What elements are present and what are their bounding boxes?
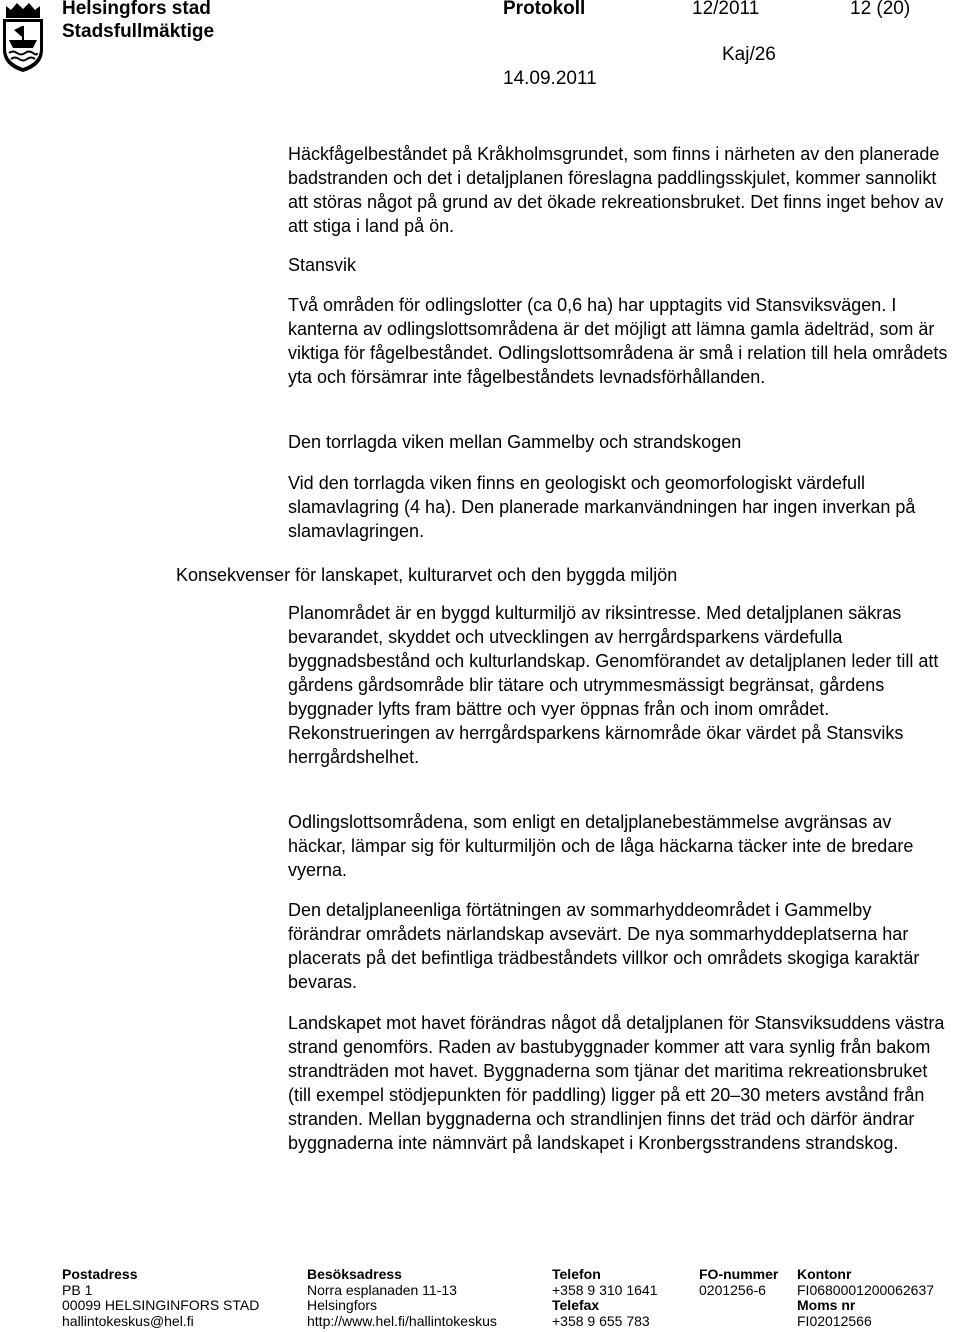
footer-fo-nummer-value: 0201256-6 <box>699 1281 766 1298</box>
footer-moms-value: FI02012566 <box>797 1312 872 1329</box>
footer-telefon-value: +358 9 310 1641 <box>552 1281 658 1298</box>
footer-kontonr-value: FI0680001200062637 <box>797 1281 935 1298</box>
footer-telefax-label: Telefax <box>552 1297 600 1313</box>
footer-website-link[interactable]: http://www.hel.fi/hallintokeskus <box>307 1312 497 1329</box>
footer-fo-nummer <box>699 1267 778 1298</box>
item-reference: Kaj/26 <box>722 44 776 65</box>
meeting-date: 14.09.2011 <box>503 68 597 89</box>
paragraph-sommarhyddor: Den detaljplaneenliga förtätningen av sommarhyddeområdet i Gammelby förändrar områdets närlandskap avsevärt. De nya sommarhyddeplatserna har placerats på det befintliga trädbeståndets villkor och områdets skogiga karaktär bevaras. <box>288 900 920 992</box>
document-number: 12/2011 <box>692 0 760 19</box>
org-unit: Stadsfullmäktige <box>62 21 215 42</box>
helsinki-coat-of-arms-icon <box>0 0 46 74</box>
paragraph-odlingslotter: Två områden för odlingslotter (ca 0,6 ha) har upptagits vid Stansviksvägen. I kanterna av odlingslottsområdena är det möjligt att lämna gamla ädelträd, som är viktiga för fågelbeståndet. Odlingslottsområdena är små i relation till hela områdets yta och försämrar inte fågelbeståndets levnadsförhållanden. <box>288 295 948 387</box>
document-type: Protokoll <box>503 0 586 19</box>
paragraph-landskapet-mot-havet: Landskapet mot havet förändras något då detaljplanen för Stansviksuddens västra strand genomförs. Raden av bastubyggnader kommer att vara synlig från bakom strandträden mot havet. Byggnaderna som tjänar det maritima rekreationsbruket (till exempel stödjepunkten för paddling) ligger på ett 20–30 meters avstånd från stranden. Mellan byggnaderna och strandlinjen finns det träd och därför ändrar byggnaderna inte nämnvärt på landskapet i Kronbergsstrandens strandskog. <box>288 1013 945 1153</box>
footer-fo-nummer-label: FO-nummer <box>699 1266 779 1282</box>
heading-konsekvenser: Konsekvenser för lanskapet, kulturarvet och den byggda miljön <box>176 565 678 585</box>
footer-besoksadress-label: Besöksadress <box>307 1266 402 1282</box>
paragraph-kulturmiljo: Planområdet är en byggd kulturmiljö av riksintresse. Med detaljplanen säkras bevarandet, skyddet och utvecklingen av herrgårdsparkens värdefulla byggnadsbestånd och kulturlandskap. Genomförandet av detaljplanen leder till att gårdens gårdsområde blir tätare och utrymmesmässigt begränsat, gårdens byggnader lyfts fram bättre och vyer öppnas från och inom området. Rekonstrueringen av herrgårdsparkens kärnområde ökar värdet på Stansviks herrgårdshelhet. <box>288 603 939 767</box>
footer-telefon-label: Telefon <box>552 1266 601 1282</box>
footer-besoksadress <box>307 1267 497 1329</box>
footer-besoksadress-line1: Norra esplanaden 11-13 <box>307 1281 457 1298</box>
org-name: Helsingfors stad <box>62 0 211 19</box>
footer-telefon <box>552 1267 658 1329</box>
heading-stansvik: Stansvik <box>288 255 357 275</box>
footer-postadress <box>62 1267 259 1329</box>
paragraph-slamavlagring: Vid den torrlagda viken finns en geologiskt och geomorfologiskt värdefull slamavlagring (4 ha). Den planerade markanvändningen har ingen inverkan på slamavlagringen. <box>288 473 916 541</box>
footer-besoksadress-line2: Helsingfors <box>307 1297 378 1313</box>
footer-postadress-label: Postadress <box>62 1266 138 1282</box>
footer-moms-label: Moms nr <box>797 1297 856 1313</box>
footer-kontonr-label: Kontonr <box>797 1266 852 1282</box>
page-footer <box>62 1267 942 1329</box>
footer-postadress-line2: 00099 HELSINGINFORS STAD <box>62 1297 260 1313</box>
paragraph-hackfaglar: Häckfågelbeståndet på Kråkholmsgrundet, som finns i närheten av den planerade badstranden och det i detaljplanen föreslagna paddlingsskjulet, kommer sannolikt att störas något på grund av det ökade rekreationsbruket. Det finns inget behov av att stiga i land på ön. <box>288 144 944 236</box>
page-number: 12 (20) <box>850 0 911 19</box>
paragraph-hackar: Odlingslottsområdena, som enligt en detaljplanebestämmelse avgränsas av häckar, lämpar sig för kulturmiljön och de låga häckarna täcker inte de bredare vyerna. <box>288 812 914 880</box>
footer-kontonr <box>797 1267 934 1329</box>
footer-postadress-line1: PB 1 <box>62 1281 93 1298</box>
footer-telefax-value: +358 9 655 783 <box>552 1312 650 1329</box>
footer-email-link[interactable]: hallintokeskus@hel.fi <box>62 1312 194 1329</box>
heading-torrlagda-viken: Den torrlagda viken mellan Gammelby och strandskogen <box>288 432 742 452</box>
